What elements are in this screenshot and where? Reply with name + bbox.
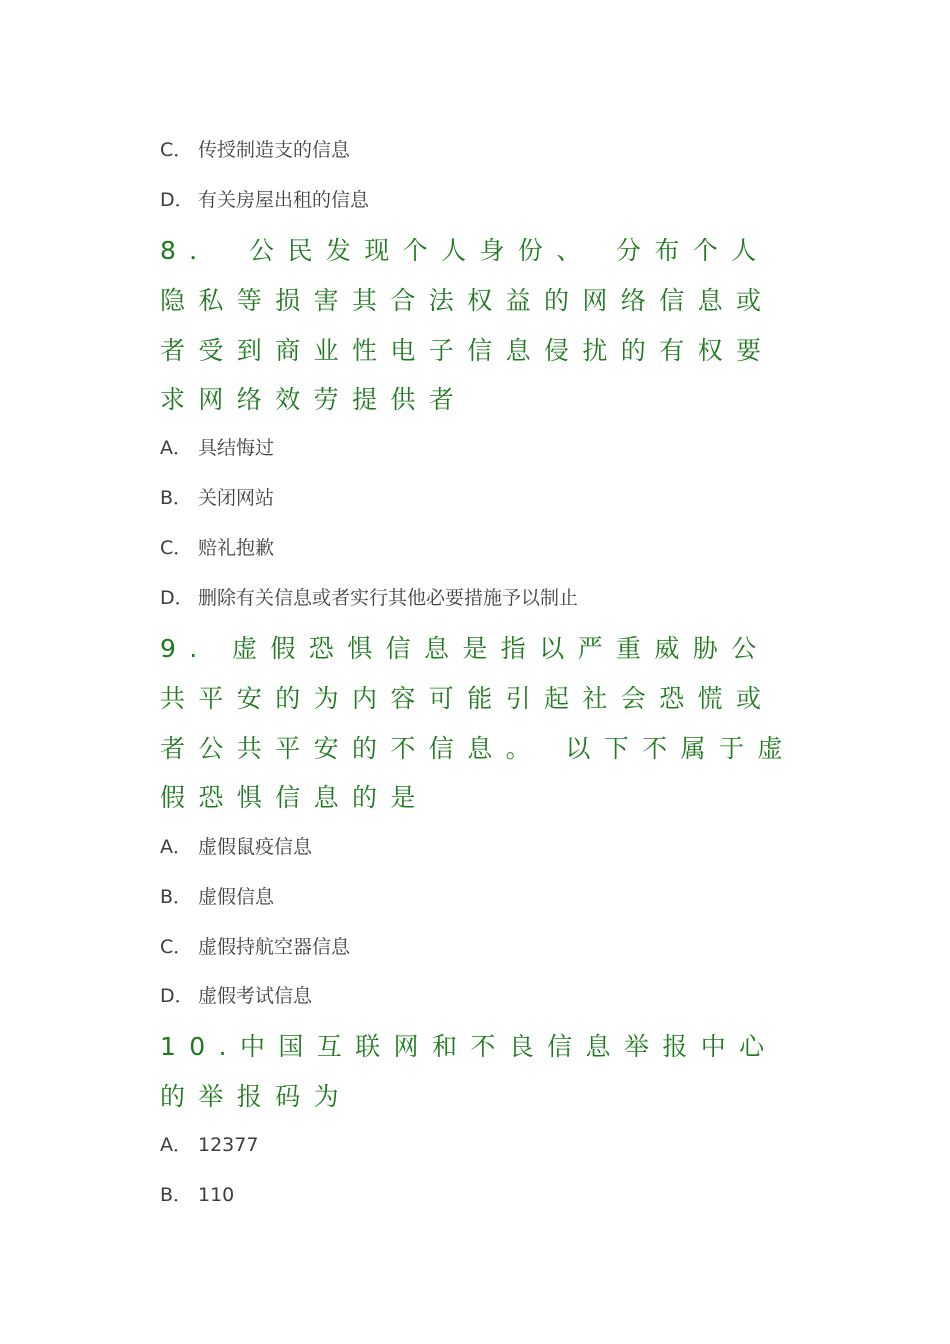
option-letter: B． bbox=[160, 886, 193, 908]
option-text: 具结悔过 bbox=[198, 437, 275, 459]
question-8: 8． 公民发现个人身份、 分布个人隐私等损害其合法权益的网络信息或者受到商业性电子信息侵扰的有权要求网络效劳提供者 bbox=[160, 236, 775, 415]
option-text: 传授制造支的信息 bbox=[198, 139, 351, 161]
option-a bbox=[160, 1133, 258, 1157]
option-text: 关闭网站 bbox=[198, 487, 275, 509]
option-text: 虚假鼠疫信息 bbox=[198, 836, 313, 858]
option-d bbox=[160, 586, 578, 610]
option-a bbox=[160, 436, 274, 460]
option-d bbox=[160, 188, 369, 212]
option-letter: A． bbox=[160, 437, 192, 459]
option-a bbox=[160, 835, 312, 859]
option-c bbox=[160, 935, 350, 959]
option-letter: D． bbox=[160, 985, 194, 1007]
option-b bbox=[160, 1183, 234, 1207]
option-c bbox=[160, 138, 350, 162]
option-b bbox=[160, 486, 274, 510]
option-text: 12377 bbox=[198, 1134, 259, 1156]
option-text: 虚假持航空器信息 bbox=[198, 936, 351, 958]
option-letter: B． bbox=[160, 487, 193, 509]
option-text: 赔礼抱歉 bbox=[198, 537, 275, 559]
option-letter: D． bbox=[160, 587, 194, 609]
option-c bbox=[160, 536, 274, 560]
option-text: 虚假考试信息 bbox=[198, 985, 313, 1007]
option-text: 删除有关信息或者实行其他必要措施予以制止 bbox=[198, 587, 579, 609]
question-10: 10.中国互联网和不良信息举报中心的举报码为 bbox=[160, 1032, 778, 1111]
option-letter: A． bbox=[160, 836, 192, 858]
option-letter: C． bbox=[160, 936, 193, 958]
option-text: 有关房屋出租的信息 bbox=[198, 189, 370, 211]
option-letter: C． bbox=[160, 537, 193, 559]
option-text: 110 bbox=[198, 1184, 235, 1206]
option-text: 虚假信息 bbox=[198, 886, 275, 908]
option-letter: C． bbox=[160, 139, 193, 161]
question-9: 9. 虚假恐惧信息是指以严重威胁公共平安的为内容可能引起社会恐慌或者公共平安的不信息。 以下不属于虚假恐惧信息的是 bbox=[160, 634, 796, 813]
option-d bbox=[160, 984, 312, 1008]
option-letter: B． bbox=[160, 1184, 193, 1206]
option-letter: A． bbox=[160, 1134, 192, 1156]
option-letter: D． bbox=[160, 189, 194, 211]
option-b bbox=[160, 885, 274, 909]
